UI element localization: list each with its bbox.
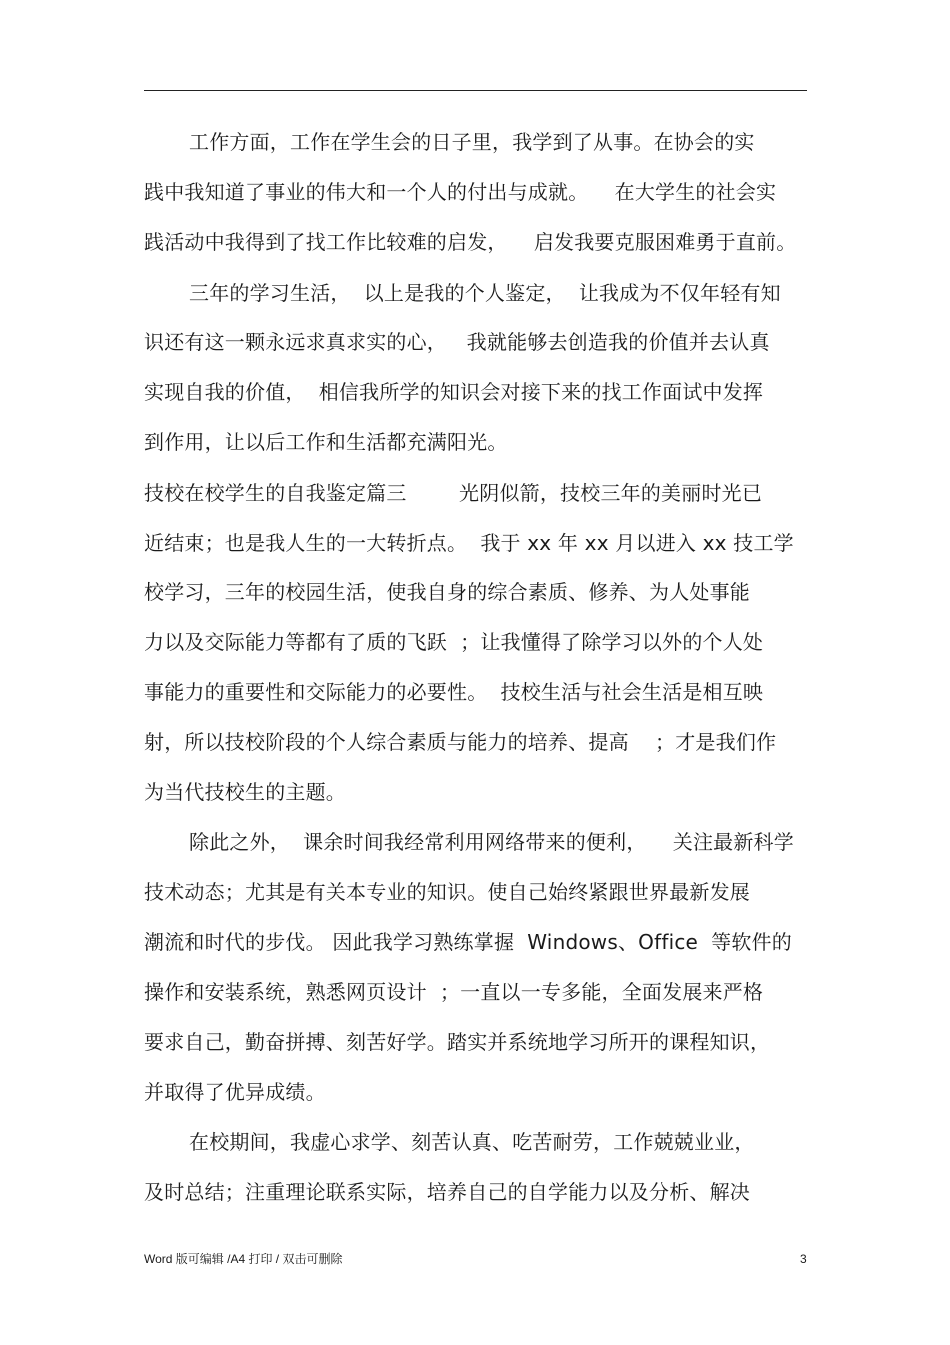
text-line: 在校期间，我虚心求学、刻苦认真、吃苦耐劳，工作兢兢业业， [189, 1130, 755, 1154]
text-line: 及时总结；注重理论联系实际，培养自己的自学能力以及分析、解决 [144, 1180, 750, 1204]
text-line: 校学习，三年的校园生活，使我自身的综合素质、修养、为人处事能 [144, 580, 750, 604]
text-line: 操作和安装系统，熟悉网页设计 ；一直以一专多能，全面发展来严格 [144, 980, 764, 1004]
page-number: 3 [800, 1252, 807, 1266]
text-line: 工作方面，工作在学生会的日子里，我学到了从事。在协会的实 [189, 130, 755, 154]
text-line: 并取得了优异成绩。 [144, 1080, 326, 1104]
text-line: 为当代技校生的主题。 [144, 780, 346, 804]
text-line: 到作用，让以后工作和生活都充满阳光。 [144, 430, 508, 454]
text-line: 射，所以技校阶段的个人综合素质与能力的培养、提高 ；才是我们作 [144, 730, 777, 754]
text-line: 要求自己，勤奋拼搏、刻苦好学。踏实并系统地学习所开的课程知识， [144, 1030, 771, 1054]
text-line: 三年的学习生活， 以上是我的个人鉴定， 让我成为不仅年轻有知 [189, 281, 781, 305]
text-line: 力以及交际能力等都有了质的飞跃 ；让我懂得了除学习以外的个人处 [144, 630, 764, 654]
text-line: 潮流和时代的步伐。 因此我学习熟练掌握 Windows、Office 等软件的 [144, 930, 792, 954]
text-line: 践活动中我得到了找工作比较难的启发， 启发我要克服困难勇于直前。 [144, 230, 797, 254]
text-line: 技校在校学生的自我鉴定篇三 光阴似箭，技校三年的美丽时光已 [144, 481, 763, 505]
text-line: 事能力的重要性和交际能力的必要性。 技校生活与社会生活是相互映 [144, 680, 764, 704]
text-line: 识还有这一颗永远求真求实的心， 我就能够去创造我的价值并去认真 [144, 330, 770, 354]
text-line: 技术动态；尤其是有关本专业的知识。使自己始终紧跟世界最新发展 [144, 880, 750, 904]
text-line: 实现自我的价值， 相信我所学的知识会对接下来的找工作面试中发挥 [144, 380, 764, 404]
text-line: 近结束；也是我人生的一大转折点。 我于 xx 年 xx 月以进入 xx 技工学 [144, 531, 794, 555]
header-rule [144, 90, 807, 91]
footer-note: Word 版可编辑 /A4 打印 / 双击可删除 [144, 1252, 343, 1266]
text-line: 践中我知道了事业的伟大和一个人的付出与成就。 在大学生的社会实 [144, 180, 777, 204]
text-line: 除此之外， 课余时间我经常利用网络带来的便利， 关注最新科学 [189, 830, 794, 854]
